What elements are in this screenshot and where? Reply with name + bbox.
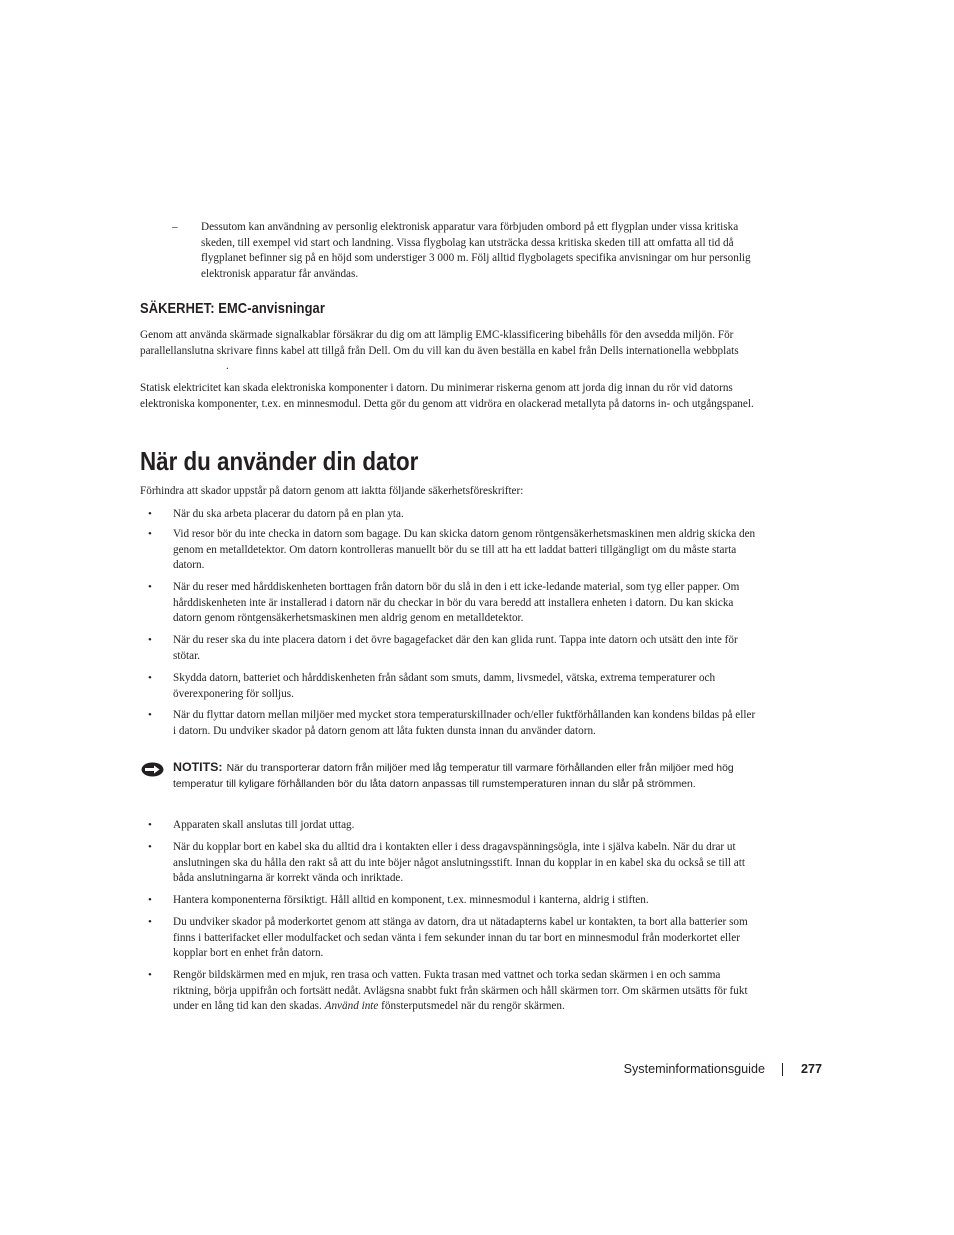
bullet-list-b (148, 968, 758, 1015)
footer-divider (782, 1063, 783, 1076)
bullet-list-a (148, 708, 758, 739)
bullet-list-a (148, 633, 758, 664)
bullet-list-a (148, 580, 758, 627)
page-number: 277 (800, 1062, 822, 1076)
emc-paragraph-2 (140, 381, 760, 412)
dash-marker: – (172, 221, 178, 233)
page-footer (624, 1062, 822, 1076)
list-item: • När du ska arbeta placerar du datorn på en plan yta. (148, 507, 758, 523)
emc-paragraph-1-end: . (226, 360, 229, 373)
list-item: • När du reser ska du inte placera datorn i det övre bagagefacket där den kan glida runt. Tappa inte datorn och utsätt den inte för stötar. (148, 633, 758, 664)
dash-list-item (174, 220, 764, 282)
emc-paragraph-1 (140, 328, 760, 375)
list-item: • När du flyttar datorn mellan miljöer med mycket stora temperaturskillnader och/eller fuktförhållanden kan kondens bildas på eller i datorn. Du undviker skador på datorn genom att låta fukten dunsta innan du använder datorn. (148, 708, 758, 739)
bullet-list-a (148, 671, 758, 702)
bullet-list-b (148, 893, 758, 909)
notice-box (140, 760, 760, 792)
cleaning-text-before: Rengör bildskärmen med en mjuk, ren trasa och vatten. Fukta trasan med vattnet och torka sedan skärmen i en och samma riktning, börja uppifrån och fortsätt nedåt. Avlägsna snabbt fukt från skärmen och håll skärmen torr. Om skärmen utsätts för fukt under en lång tid kan den skadas. (173, 969, 748, 1013)
list-item: • Apparaten skall anslutas till jordat uttag. (148, 818, 758, 834)
cleaning-emphasis: Använd inte (324, 1000, 379, 1013)
main-intro-text: Förhindra att skador uppstår på datorn genom att iaktta följande säkerhetsföreskrifter: (140, 485, 524, 497)
bullet-list-b (148, 915, 758, 962)
list-item: • När du kopplar bort en kabel ska du alltid dra i kontakten eller i dess dragavspänningsögla, inte i själva kabeln. När du drar ut anslutningen ska du hålla den rakt så att du inte böjer något anslutningsstift. Innan du kopplar in en kabel ska du också se till att båda anslutningarna är korrekt vända och inriktade. (148, 840, 758, 887)
list-item: • Hantera komponenterna försiktigt. Håll alltid en komponent, t.ex. minnesmodul i kanterna, aldrig i stiften. (148, 893, 758, 909)
main-intro (140, 484, 760, 500)
bullet-list-b (148, 818, 758, 834)
notice-arrow-icon (141, 762, 164, 777)
bullet-list-b (148, 840, 758, 887)
emc-paragraph-1-text: Genom att använda skärmade signalkablar försäkrar du dig om att lämplig EMC-klassificering bibehålls för den avsedda miljön. För parallellanslutna skrivare finns kabel att tillgå från Dell. Om du vill kan du även beställa en kabel från Dells internationella webbplats (140, 329, 739, 357)
main-section-heading: När du använder din dator (140, 446, 419, 476)
notice-label: NOTITS: (173, 760, 223, 774)
notice-text: När du transporterar datorn från miljöer med låg temperatur till varmare förhållanden eller från miljöer med hög temperatur till kyligare förhållanden bör du låta datorn anpassas till rumstemperaturen innan du slår på strömmen. (173, 763, 734, 790)
emc-section-heading: SÄKERHET: EMC-anvisningar (140, 300, 325, 317)
list-item: • När du reser med hårddiskenheten borttagen från datorn bör du slå in den i ett icke-ledande material, som tyg eller papper. Om hårddiskenheten inte är installerad i datorn när du checkar in bör du vara beredd att installera enheten i datorn. Du kan skicka datorn genom röntgensäkerhetsmaskinen men aldrig genom en metalldetektor. (148, 580, 758, 627)
bullet-list-a (148, 527, 758, 574)
dash-item-text: Dessutom kan användning av personlig elektronisk apparatur vara förbjuden ombord på ett flygplan under vissa kritiska skeden, till exempel vid start och landning. Vissa flygbolag kan utsträcka dessa kritiska skeden till att omfatta all tid då flygplanet befinner sig på en höjd som understiger 3 000 m. Följ alltid flygbolagets specifika anvisningar om hur personlig elektronisk apparatur får användas. (201, 221, 751, 280)
list-item: • Du undviker skador på moderkortet genom att stänga av datorn, dra ut nätadapterns kabel ur kontakten, ta bort alla batterier som finns i batterifacket eller modulfacket och sedan vänta i fem sekunder innan du tar bort en minnesmodul från moderkortet eller kopplar bort en enhet från datorn. (148, 915, 758, 962)
emc-paragraph-2-text: Statisk elektricitet kan skada elektroniska komponenter i datorn. Du minimerar riskerna genom att jorda dig innan du rör vid datorns elektroniska komponenter, t.ex. en minnesmodul. Detta gör du genom att vidröra en olackerad metallyta på datorns in- och utgångspanel. (140, 382, 754, 410)
list-item-cleaning (148, 968, 758, 1015)
list-item: • Skydda datorn, batteriet och hårddiskenheten från sådant som smuts, damm, livsmedel, vätska, extrema temperaturer och överexponering för solljus. (148, 671, 758, 702)
bullet-list-a (148, 507, 758, 523)
cleaning-text-after: fönsterputsmedel när du rengör skärmen. (381, 1000, 565, 1013)
footer-guide-title: Systeminformationsguide (623, 1062, 765, 1076)
list-item: • Vid resor bör du inte checka in datorn som bagage. Du kan skicka datorn genom röntgensäkerhetsmaskinen men aldrig skicka den genom en metalldetektor. Om datorn kontrolleras manuellt bör du se till att ha ett laddat batteri tillgängligt om du måste starta datorn. (148, 527, 758, 574)
